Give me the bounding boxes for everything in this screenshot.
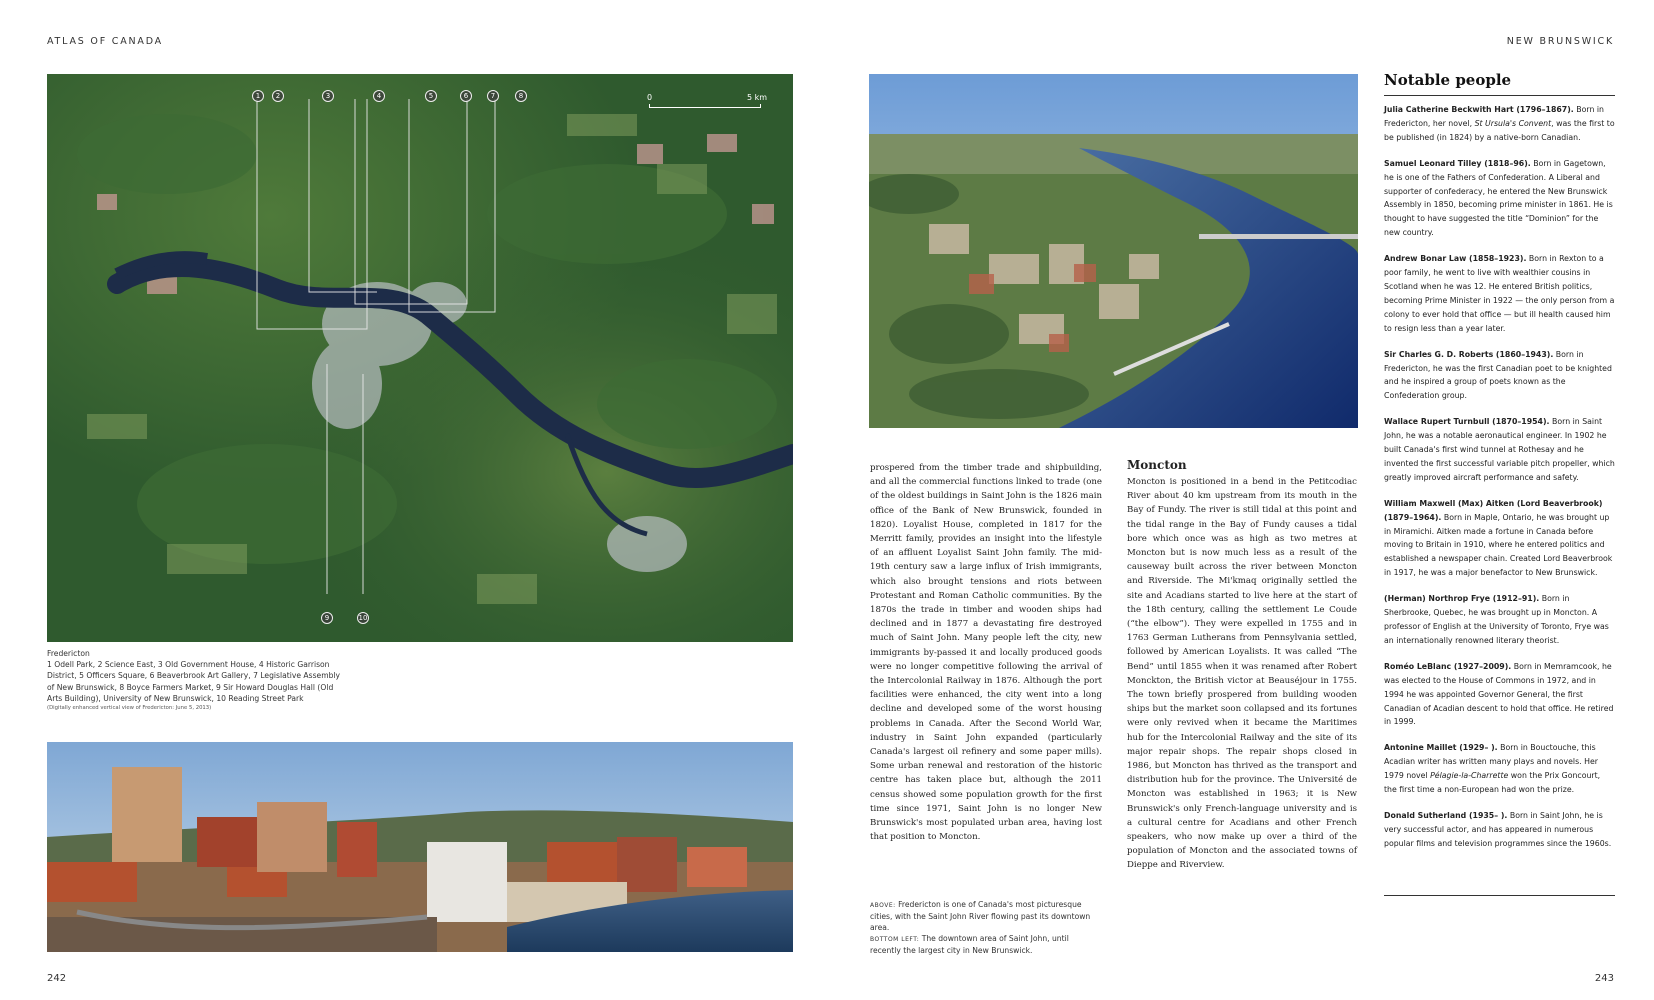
running-head-left: ATLAS OF CANADA <box>47 36 163 47</box>
scale-end-label: 5 km <box>746 93 767 102</box>
notable-person-entry <box>1384 415 1615 485</box>
notable-person-bio-end: , was the first to be published (in 1824) by a native-born Canadian. <box>1384 118 1615 142</box>
fredericton-aerial-photo <box>869 74 1358 428</box>
notable-person-entry <box>1384 809 1615 851</box>
notable-person-entry <box>1384 103 1615 145</box>
notable-person-entry <box>1384 741 1615 797</box>
notable-person-bio: Born in Bouctouche, this Acadian writer has written many plays and novels. Her 1979 novel <box>1384 743 1598 781</box>
notable-person-bio: Born in Saint John, he is very successful actor, and has appeared in numerous popular films and television programmes since the 1960s. <box>1384 810 1612 848</box>
saint-john-photo <box>47 742 793 952</box>
map-marker-3: 3 <box>322 90 334 102</box>
notable-person-name: Antonine Maillet (1929– ). <box>1384 743 1498 753</box>
notable-person-entry <box>1384 157 1615 240</box>
notable-person-bio: Born in Rexton to a poor family, he went to live with wealthier cousins in Scotland when he was 12. He entered British politics, becoming Prime Minister in 1922 — the only person from a colony to ever hold that office — but ill health caused him to resign less than a year later. <box>1384 254 1615 333</box>
notable-person-bio: Born in Memramcook, he was elected to the House of Commons in 1972, and in 1994 he was appointed Governor General, the first Canadian of Acadian descent to hold that office. He retired in 1999. <box>1384 661 1614 727</box>
moncton-text: Moncton is positioned in a bend in the Petitcodiac River about 40 km upstream from its mouth in the Bay of Fundy. The river is still tidal at this point and the tidal range in the Bay of Fundy causes a tidal bore which once was as high as two metres at Moncton but is now much less as a result of the causeway built across the river between Moncton and Riverside. The Mi'kmaq originally settled the site and Acadians started to live here at the start of the 18th century, calling the settlement Le Coude (“the elbow”). They were expelled in 1755 and in 1763 German Lutherans from Pennsylvania settled, followed by American Loyalists. It was called “The Bend” until 1855 when it was renamed after Robert Monckton, the British victor at Beauséjour in 1755. The town briefly prospered from building wooden ships but the market soon collapsed and its fortunes were only revived when it became the Maritimes hub for the Intercolonial Railway and the site of its major repair shops. The repair shops closed in 1986, but Moncton has thrived as the transport and distribution hub for the province. The Université de Moncton was established in 1963; it is New Brunswick's only French-language university and is a cultural centre for Acadians and other French speakers, who now make up over a third of the population of Moncton and the associated towns of Dieppe and Riverview. <box>1127 477 1357 871</box>
running-head-right: NEW BRUNSWICK <box>1506 36 1614 47</box>
fredericton-caption-title: Fredericton <box>47 649 90 658</box>
notable-person-bio: Born in Maple, Ontario, he was brought up in Miramichi. Aitken made a fortune in Canada before moving to Britain in 1910, where he entered politics and established a newspaper chain. Created Lord Beaverbrook in 1917, he was a major benefactor to New Brunswick. <box>1384 512 1613 578</box>
caption-bottom-left-label: BOTTOM LEFT: <box>870 936 920 943</box>
notable-person-name: Wallace Rupert Turnbull (1870–1954). <box>1384 417 1550 427</box>
notable-person-work-title: St Ursula's Convent <box>1474 118 1552 128</box>
fredericton-satellite-image <box>47 74 793 642</box>
notable-person-bio-end: won the Prix Goncourt, the first time a non-European had won the prize. <box>1384 771 1601 795</box>
map-marker-6: 6 <box>460 90 472 102</box>
notable-person-name: (Herman) Northrop Frye (1912–91). <box>1384 594 1540 604</box>
caption-above-label: ABOVE: <box>870 902 896 909</box>
map-marker-1: 1 <box>252 90 264 102</box>
notable-person-work-title: Pélagie-la-Charrette <box>1430 771 1509 781</box>
notable-person-name: Andrew Bonar Law (1858–1923). <box>1384 254 1527 264</box>
notable-person-name: Roméo LeBlanc (1927–2009). <box>1384 661 1512 671</box>
map-marker-8: 8 <box>515 90 527 102</box>
page-number-right: 243 <box>1594 973 1614 984</box>
map-marker-9: 9 <box>321 612 333 624</box>
notable-person-entry <box>1384 592 1615 648</box>
fredericton-caption-text: 1 Odell Park, 2 Science East, 3 Old Government House, 4 Historic Garrison District, 5 Officers Square, 6 Beaverbrook Art Gallery, 7 Legislative Assembly of New Brunswick, 8 Boyce Farmers Market, 9 Sir Howard Douglas Hall (Old Arts Building), University of New Brunswick, 10 Reading Street Park <box>47 660 341 703</box>
notable-person-bio: Born in Gagetown, he is one of the Fathers of Confederation. A Liberal and supporter of confederacy, he entered the New Brunswick Assembly in 1850, becoming prime minister in 1861. He is thought to have suggested the title “Dominion” for the new country. <box>1384 158 1613 238</box>
fredericton-caption <box>47 648 347 712</box>
notable-people-bottom-rule <box>1384 895 1615 896</box>
notable-person-entry <box>1384 497 1615 580</box>
saint-john-history-text: prospered from the timber trade and shipbuilding, and all the commercial functions linked to trade (one of the oldest buildings in Saint John is the 1826 main office of the Bank of New Brunswick, founded in 1820). Loyalist House, completed in 1817 for the Merritt family, provides an insight into the lifestyle of an affluent Loyalist Saint John family. The mid-19th century saw a large influx of Irish immigrants, which also brought tensions and riots between Protestant and Roman Catholic communities. By the 1870s the trade in timber and wooden ships had declined and in 1877 a devastating fire destroyed much of Saint John. Many people left the city, new immigrants by-passed it and locally produced goods were no longer competitive following the arrival of the Intercolonial Railway in 1876. Although the port facilities were enhanced, the city went into a long decline and developed some of the worst housing problems in Canada. After the Second World War, industry in Saint John expanded (particularly Canada's largest oil refinery and some paper mills). Some urban renewal and restoration of the historic centre has taken place but, although the 2011 census showed some population growth for the first time since 1971, Saint John is no longer New Brunswick's most populated urban area, having lost that position to Moncton. <box>870 463 1102 843</box>
map-marker-4: 4 <box>373 90 385 102</box>
caption-above-text: Fredericton is one of Canada's most picturesque cities, with the Saint John River flowing past its downtown area. <box>870 900 1091 932</box>
notable-people-list <box>1384 103 1615 863</box>
notable-person-bio: Born in Fredericton, he was the first Canadian poet to be knighted and he inspired a group of poets known as the Confederation group. <box>1384 349 1612 401</box>
map-marker-2: 2 <box>272 90 284 102</box>
notable-person-bio: Born in Saint John, he was a notable aeronautical engineer. In 1902 he built Canada's first wind tunnel at Rothesay and he invented the first successful variable pitch propeller, which greatly improved aircraft performance and safety. <box>1384 417 1615 482</box>
notable-person-name: Sir Charles G. D. Roberts (1860–1943). <box>1384 349 1554 359</box>
map-marker-7: 7 <box>487 90 499 102</box>
notable-person-bio: Born in Fredericton, her novel, <box>1384 105 1604 128</box>
notable-person-name: William Maxwell (Max) Aitken (Lord Beaverbrook) (1879–1964). <box>1384 498 1603 522</box>
notable-person-name: Donald Sutherland (1935– ). <box>1384 810 1508 820</box>
caption-bottom-left-text: The downtown area of Saint John, until recently the largest city in New Brunswick. <box>870 934 1069 955</box>
notable-person-bio: Born in Sherbrooke, Quebec, he was brought up in Moncton. A professor of English at the University of Toronto, Frye was an internationally renowned literary theorist. <box>1384 594 1609 645</box>
notable-person-entry <box>1384 348 1615 404</box>
scale-start-label: 0 <box>647 93 653 102</box>
fredericton-caption-small: (Digitally enhanced vertical view of Fredericton: June 5, 2013) <box>47 705 212 712</box>
notable-person-entry <box>1384 660 1615 730</box>
notable-person-name: Samuel Leonard Tilley (1818–96). <box>1384 158 1531 168</box>
notable-person-entry <box>1384 252 1615 335</box>
moncton-heading: Moncton <box>1127 458 1187 472</box>
photo-captions <box>870 899 1102 956</box>
notable-person-name: Julia Catherine Beckwith Hart (1796–1867). <box>1384 105 1574 114</box>
map-marker-5: 5 <box>425 90 437 102</box>
notable-people-title: Notable people <box>1384 71 1615 96</box>
map-marker-10: 10 <box>358 614 368 622</box>
page-number-left: 242 <box>47 973 67 984</box>
scale-bar-line <box>649 104 761 108</box>
